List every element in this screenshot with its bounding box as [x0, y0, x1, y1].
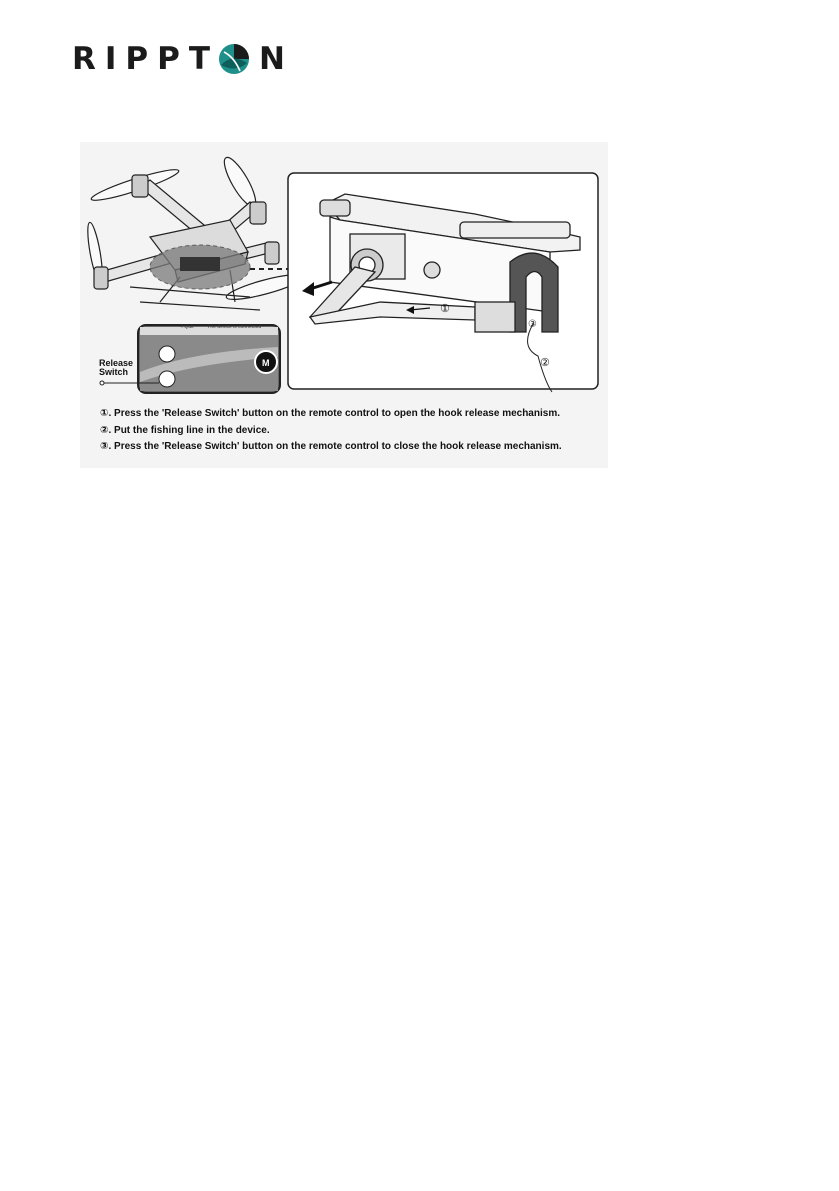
step-marker-2: ②	[540, 356, 550, 369]
phone-back-label: < Quit	[180, 324, 194, 330]
phone-status-bar	[180, 324, 261, 330]
step-marker-3: ③	[528, 319, 537, 330]
step-marker-1: ①	[440, 302, 450, 315]
instruction-step-3: ③. Press the 'Release Switch' button on the remote control to close the hook release mechanism.	[100, 441, 562, 452]
callout-line1: Release	[99, 358, 134, 368]
rippton-leaf-o-icon	[218, 43, 250, 75]
svg-text:M: M	[262, 358, 270, 368]
brand-name-right: N	[259, 41, 294, 77]
release-switch-callout	[99, 359, 133, 377]
brand-logo	[72, 42, 294, 76]
instruction-list	[100, 406, 610, 456]
instruction-step-2: ②. Put the fishing line in the device.	[100, 424, 270, 436]
brand-name-left: RIPPT	[72, 41, 219, 77]
release-switch-button	[159, 371, 175, 387]
release-mechanism-figure	[80, 142, 608, 468]
callout-line2: Switch	[99, 367, 129, 377]
instruction-step-1: ①. Press the 'Release Switch' button on the remote control to open the hook release mechanism.	[100, 408, 560, 419]
phone-status-text: The device is connected	[207, 324, 262, 330]
